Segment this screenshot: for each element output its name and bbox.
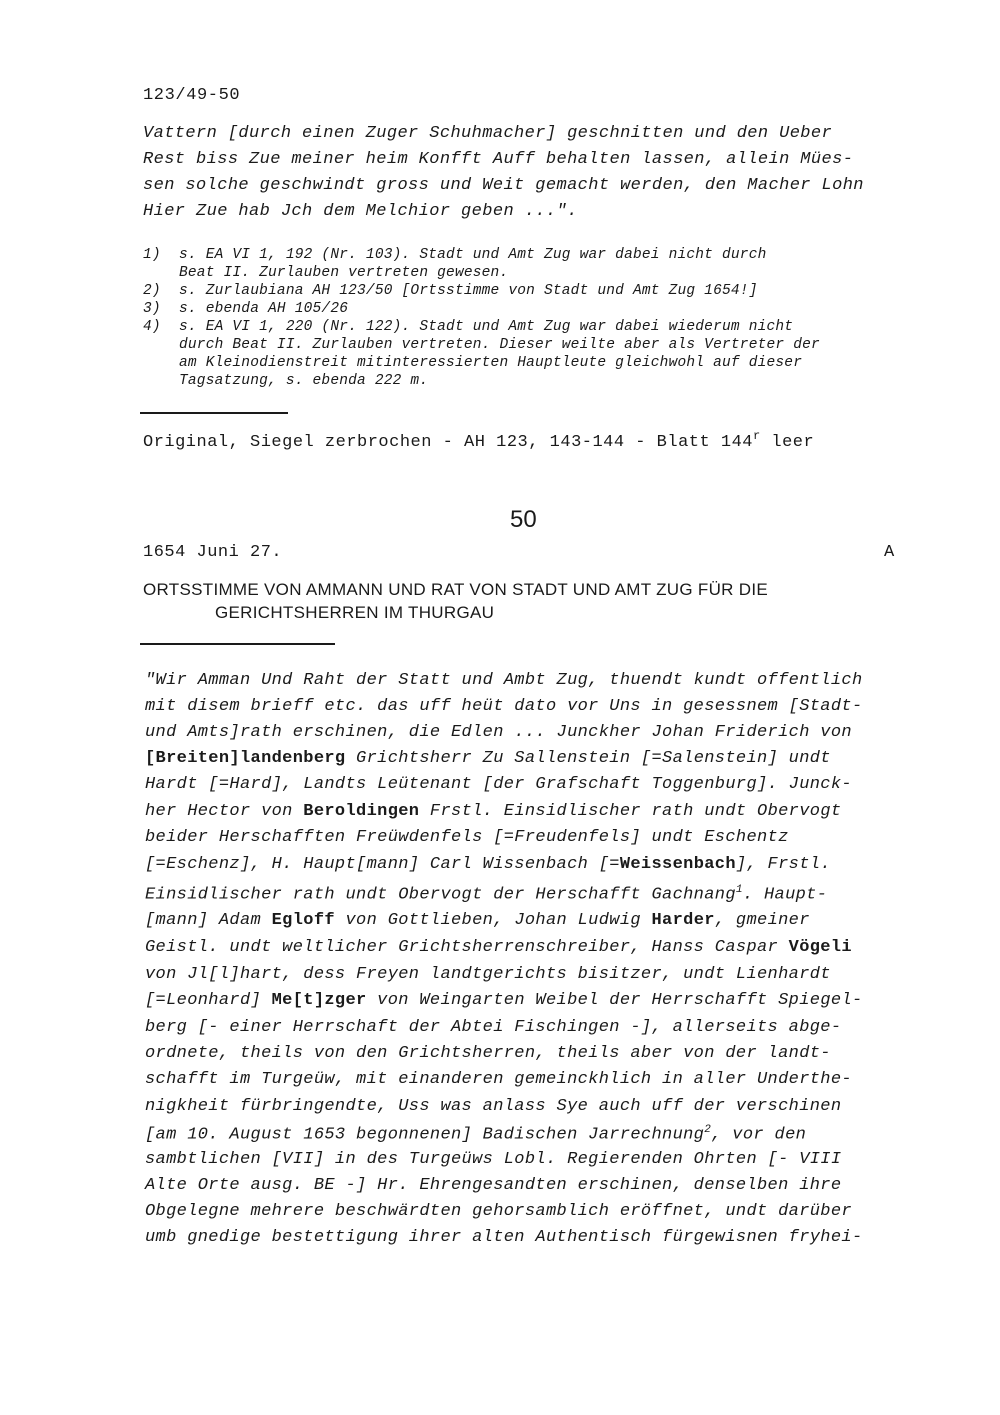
body-line: ordnete, theils von den Grichtsherren, theils aber von der landt- — [145, 1044, 831, 1063]
bold-name: Me[t]zger — [271, 991, 367, 1010]
original-superscript: r — [753, 429, 761, 443]
bold-name: Beroldingen — [303, 802, 420, 821]
body-line: und Amts]rath erschinen, die Edlen ... Junckher Johan Friderich von — [145, 723, 852, 742]
body-line: Einsidlischer rath undt Obervogt der Herschafft Gachnang$^1$. Haupt- — [145, 884, 828, 905]
body-line: mit disem brieff etc. das uff heüt dato vor Uns in gesessnem [Stadt- — [145, 697, 863, 716]
original-after: leer — [760, 433, 815, 452]
body-line: [=Leonhard] Me[t]zger von Weingarten Weibel der Herrschafft Spiegel- — [145, 991, 863, 1010]
footnote-number: 2) — [143, 283, 161, 299]
bold-name: Vögeli — [788, 938, 852, 957]
body-line: Hardt [=Hard], Landts Leütenant [der Grafschaft Toggenburg]. Junck- — [145, 775, 852, 794]
page-reference: 123/49-50 — [143, 86, 241, 105]
body-line: Alte Orte ausg. BE -] Hr. Ehrengesandten erschinen, denselben ihre — [145, 1176, 842, 1195]
bold-name: [Breiten]landenberg — [145, 749, 346, 768]
continuation-line: Rest biss Zue meiner heim Konfft Auff behalten lassen, allein Mües- — [143, 150, 854, 169]
bold-name: Harder — [651, 911, 715, 930]
continuation-line: Hier Zue hab Jch dem Melchior geben ...". — [143, 202, 578, 221]
body-line: her Hector von Beroldingen Frstl. Einsidlischer rath undt Obervogt — [145, 802, 842, 821]
footnote-text: s. Zurlaubiana AH 123/50 [Ortsstimme von Stadt und Amt Zug 1654!] — [179, 283, 758, 299]
body-line: [mann] Adam Egloff von Gottlieben, Johan Ludwig Harder, gmeiner — [145, 911, 810, 930]
original-note — [143, 429, 814, 452]
body-line: beider Herschafften Freüwdenfels [=Freudenfels] undt Eschentz — [145, 828, 789, 847]
footnote-number: 4) — [143, 319, 161, 335]
footnote-text: am Kleinodienstreit mitinteressierten Hauptleute gleichwohl auf dieser — [179, 355, 803, 371]
document-title: ORTSSTIMME VON AMMANN UND RAT VON STADT UND AMT ZUG FÜR DIE — [143, 580, 769, 599]
footnote-number: 1) — [143, 247, 161, 263]
document-letter: A — [884, 543, 895, 562]
footnote-number: 3) — [143, 301, 161, 317]
title-rule — [140, 643, 335, 645]
body-line: berg [- einer Herrschaft der Abtei Fischingen -], allerseits abge- — [145, 1018, 842, 1037]
document-number: 50 — [510, 506, 537, 533]
continuation-line: sen solche geschwindt gross und Weit gemacht werden, den Macher Lohn — [143, 176, 864, 195]
bold-name: Weissenbach — [619, 855, 736, 874]
body-line: nigkheit fürbringendte, Uss was anlass Sye auch uff der verschinen — [145, 1097, 842, 1116]
body-line: von Jl[l]hart, dess Freyen landtgerichts bisitzer, undt Lienhardt — [145, 965, 831, 984]
document-title: GERICHTSHERREN IM THURGAU — [215, 603, 495, 622]
body-line: sambtlichen [VII] in des Turgeüws Lobl. Regierenden Ohrten [- VIII — [145, 1150, 842, 1169]
footnote-text: s. EA VI 1, 220 (Nr. 122). Stadt und Amt Zug war dabei wiederum nicht — [179, 319, 794, 335]
body-line: "Wir Amman Und Raht der Statt und Ambt Zug, thuendt kundt offentlich — [145, 671, 863, 690]
body-line: [Breiten]landenberg Grichtsherr Zu Sallenstein [=Salenstein] undt — [145, 749, 831, 768]
footnote-text: Beat II. Zurlauben vertreten gewesen. — [179, 265, 509, 281]
body-line: Geistl. undt weltlicher Grichtsherrenschreiber, Hanss Caspar Vögeli — [145, 938, 852, 957]
footnote-text: s. EA VI 1, 192 (Nr. 103). Stadt und Amt Zug war dabei nicht durch — [179, 247, 767, 263]
body-line: Obgelegne mehrere beschwärdten gehorsamblich eröffnet, undt darüber — [145, 1202, 852, 1221]
body-line: [=Eschenz], H. Haupt[mann] Carl Wissenbach [=Weissenbach], Frstl. — [145, 855, 831, 874]
footnote-text: s. ebenda AH 105/26 — [179, 301, 349, 317]
footnote-text: Tagsatzung, s. ebenda 222 m. — [179, 373, 429, 389]
footnote-ref: 1 — [735, 884, 743, 896]
bold-name: Egloff — [271, 911, 335, 930]
original-text: Original, Siegel zerbrochen - AH 123, 143-144 - Blatt 144 — [143, 433, 753, 452]
document-date: 1654 Juni 27. — [143, 543, 283, 562]
body-line: [am 10. August 1653 begonnenen] Badischen Jarrechnung$^2$, vor den — [145, 1124, 807, 1145]
body-line: umb gnedige bestettigung ihrer alten Authentisch fürgewisnen fryhei- — [145, 1228, 863, 1247]
footnote-text: durch Beat II. Zurlauben vertreten. Dieser weilte aber als Vertreter der — [179, 337, 820, 353]
continuation-line: Vattern [durch einen Zuger Schuhmacher] geschnitten und den Ueber — [143, 124, 833, 143]
separator-rule — [140, 412, 288, 414]
body-line: schafft im Turgeüw, mit einanderen gemeinckhlich in aller Underthe- — [145, 1070, 852, 1089]
footnote-ref: 2 — [704, 1124, 712, 1136]
